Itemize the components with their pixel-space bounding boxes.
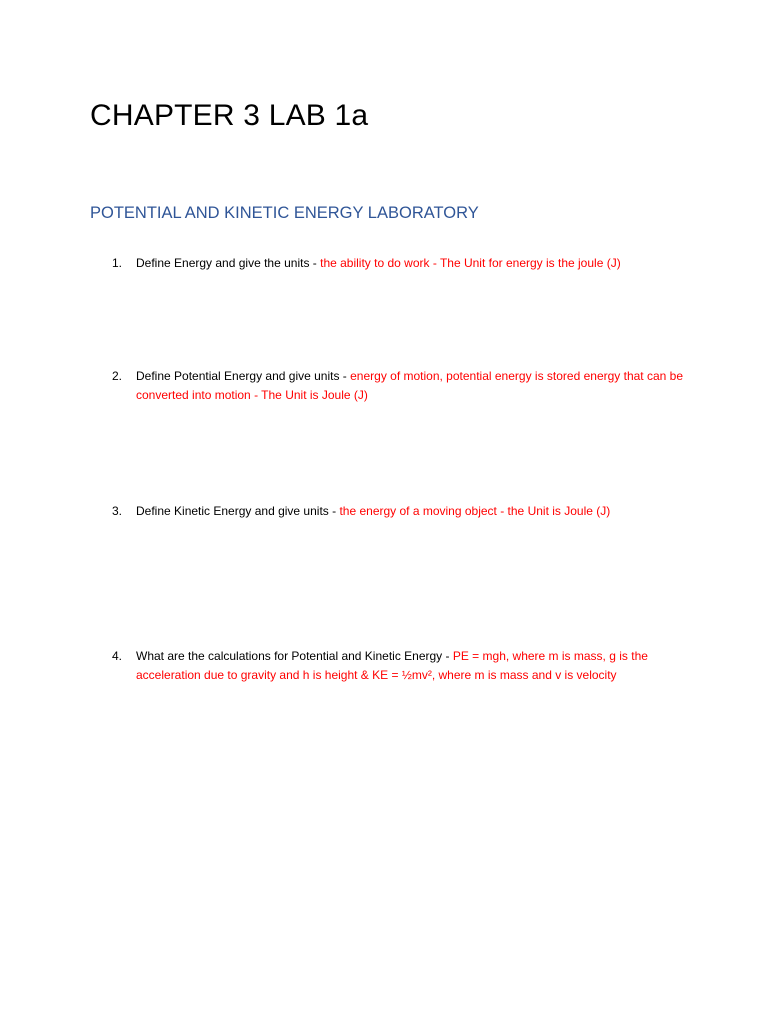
question-answer: the energy of a moving object - the Unit is Joule (J) — [339, 504, 611, 518]
question-prompt: Define Energy and give the units - — [136, 256, 321, 270]
question-item — [112, 647, 687, 685]
question-answer: PE = mgh, where m is mass, g is the acceleration due to gravity and h is height & KE = ½mv², where m is mass and v is velocity — [136, 649, 648, 682]
question-prompt: Define Potential Energy and give units - — [136, 369, 351, 383]
section-heading: POTENTIAL AND KINETIC ENERGY LABORATORY — [90, 204, 479, 222]
question-prompt: What are the calculations for Potential and Kinetic Energy - — [136, 649, 453, 663]
question-number: 4. — [112, 649, 123, 663]
question-item — [112, 254, 687, 273]
question-item — [112, 367, 687, 405]
page-title: CHAPTER 3 LAB 1a — [90, 99, 369, 132]
question-item — [112, 502, 687, 521]
question-answer: the ability to do work - The Unit for energy is the joule (J) — [320, 256, 621, 270]
question-number: 3. — [112, 504, 123, 518]
question-number: 1. — [112, 256, 123, 270]
question-prompt: Define Kinetic Energy and give units - — [136, 504, 340, 518]
question-answer: energy of motion, potential energy is stored energy that can be converted into motion - The Unit is Joule (J) — [136, 369, 683, 402]
question-number: 2. — [112, 369, 123, 383]
